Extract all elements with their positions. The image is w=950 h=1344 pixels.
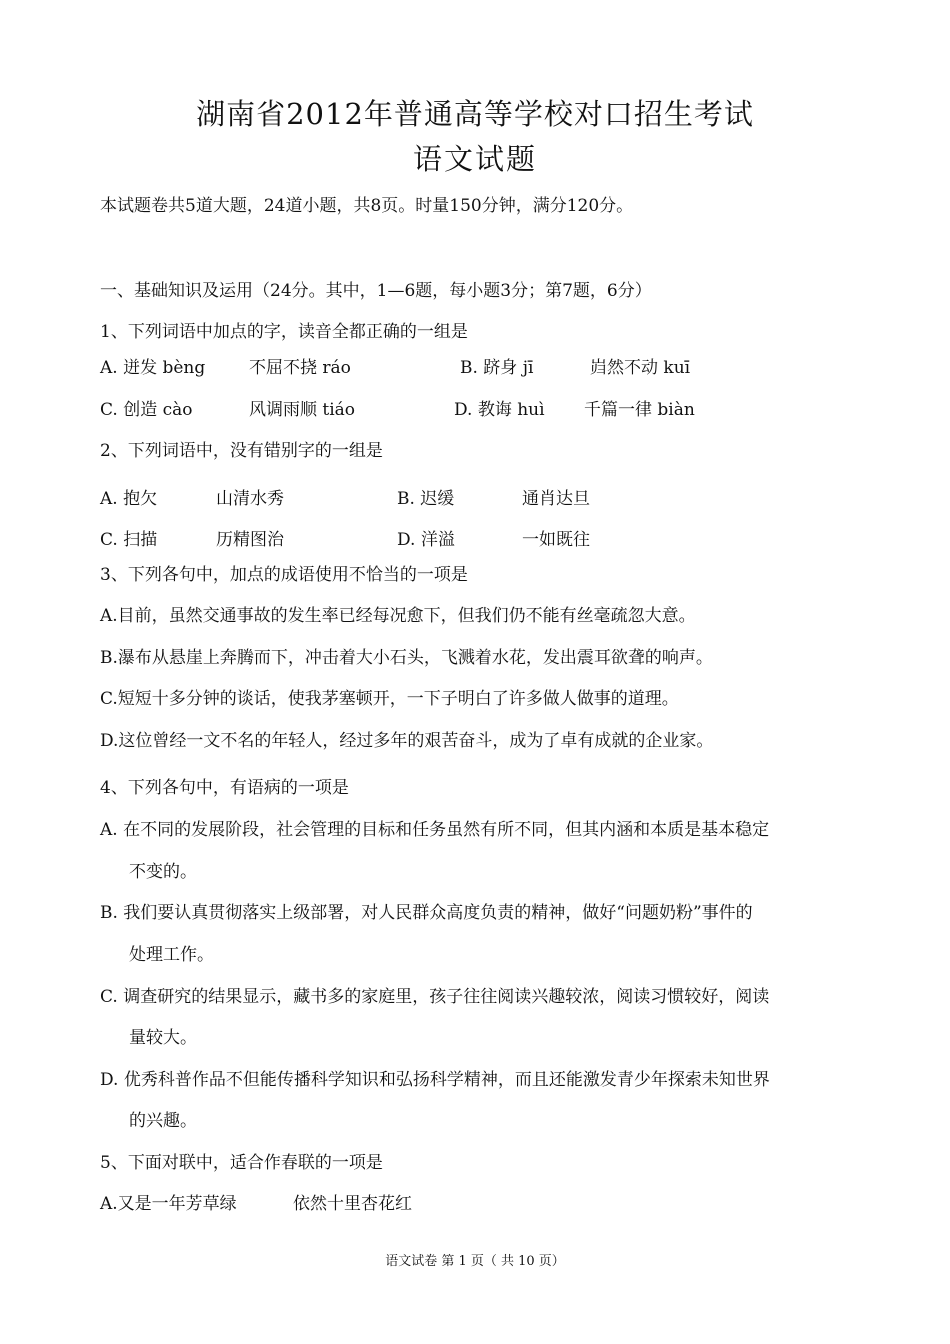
exam-intro: 本试题卷共5道大题，24道小题，共8页。时量150分钟，满分120分。	[100, 196, 634, 216]
q4-option-d: D. 优秀科普作品不但能传播科学知识和弘扬科学精神，而且还能激发青少年探索未知世界	[100, 1070, 770, 1090]
q1-option-d-word: D. 教诲 huì	[454, 400, 545, 420]
section-heading: 一、基础知识及运用（24分。其中，1—6题，每小题3分；第7题，6分）	[100, 281, 652, 301]
q2-option-c-word2: 历精图治	[216, 530, 284, 550]
q4-option-c: C. 调查研究的结果显示，藏书多的家庭里，孩子往往阅读兴趣较浓，阅读习惯较好，阅读	[100, 987, 770, 1007]
q3-option-b: B.瀑布从悬崖上奔腾而下，冲击着大小石头，飞溅着水花，发出震耳欲聋的响声。	[100, 648, 713, 668]
q3-option-d: D.这位曾经一文不名的年轻人，经过多年的艰苦奋斗，成为了卓有成就的企业家。	[100, 731, 714, 751]
q4-option-d-cont: 的兴趣。	[129, 1111, 197, 1131]
question-5-stem: 5、下面对联中，适合作春联的一项是	[100, 1153, 383, 1173]
page-footer: 语文试卷 第 1 页（ 共 10 页）	[385, 1254, 565, 1269]
q2-option-d-word2: 一如既往	[522, 530, 590, 550]
q1-option-b-idiom: 岿然不动 kuī	[590, 358, 691, 378]
q4-option-c-cont: 量较大。	[129, 1028, 197, 1048]
q4-option-b: B. 我们要认真贯彻落实上级部署，对人民群众高度负责的精神，做好“问题奶粉”事件的	[100, 903, 753, 923]
q4-option-a: A. 在不同的发展阶段，社会管理的目标和任务虽然有所不同，但其内涵和本质是基本稳定	[100, 820, 770, 840]
q1-option-d-idiom: 千篇一律 biàn	[584, 400, 695, 420]
q1-option-a-idiom: 不屈不挠 ráo	[249, 358, 351, 378]
question-1-stem: 1、下列词语中加点的字，读音全都正确的一组是	[100, 322, 468, 342]
q2-option-b-word1: B. 迟缓	[397, 489, 455, 509]
q2-option-a-word2: 山清水秀	[216, 489, 284, 509]
q4-option-b-cont: 处理工作。	[129, 945, 214, 965]
question-2-stem: 2、下列词语中，没有错别字的一组是	[100, 441, 383, 461]
question-3-stem: 3、下列各句中，加点的成语使用不恰当的一项是	[100, 565, 468, 585]
q5-option-a-upper: A.又是一年芳草绿	[100, 1194, 237, 1214]
q2-option-c-word1: C. 扫描	[100, 530, 158, 550]
exam-title: 湖南省2012年普通高等学校对口招生考试	[196, 97, 754, 131]
q1-option-c-idiom: 风调雨顺 tiáo	[249, 400, 356, 420]
q3-option-c: C.短短十多分钟的谈话，使我茅塞顿开，一下子明白了许多做人做事的道理。	[100, 689, 679, 709]
q3-option-a: A.目前，虽然交通事故的发生率已经每况愈下，但我们仍不能有丝毫疏忽大意。	[100, 606, 696, 626]
q2-option-a-word1: A. 抱欠	[100, 489, 158, 509]
q1-option-c-word: C. 创造 cào	[100, 400, 193, 420]
q1-option-b-word: B. 跻身 jī	[460, 358, 534, 378]
question-4-stem: 4、下列各句中，有语病的一项是	[100, 778, 349, 798]
q2-option-b-word2: 通肖达旦	[522, 489, 590, 509]
q5-option-a-lower: 依然十里杏花红	[293, 1194, 412, 1214]
q4-option-a-cont: 不变的。	[129, 862, 197, 882]
exam-subtitle: 语文试题	[412, 142, 537, 176]
q1-option-a-word: A. 迸发 bèng	[100, 358, 206, 378]
q2-option-d-word1: D. 洋溢	[397, 530, 455, 550]
